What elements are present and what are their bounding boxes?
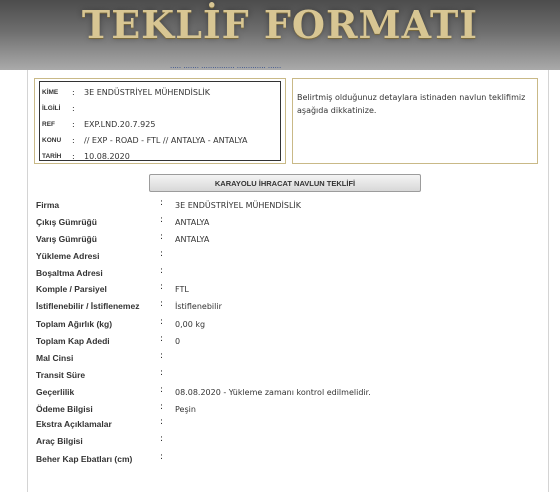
field-label: Çıkış Gümrüğü — [36, 217, 97, 227]
field-colon: : — [160, 266, 164, 276]
header-info-colon: : — [72, 119, 75, 129]
field-label: Varış Gümrüğü — [36, 234, 97, 244]
field-row — [36, 385, 536, 399]
header-info-value: 3E ENDÜSTRİYEL MÜHENDİSLİK — [84, 87, 211, 97]
field-label: Boşaltma Adresi — [36, 268, 103, 278]
header-info-label: KİME — [42, 88, 59, 96]
header-info-value: // EXP - ROAD - FTL // ANTALYA - ANTALYA — [84, 135, 248, 145]
header-info-row — [42, 148, 280, 164]
field-colon: : — [160, 417, 164, 427]
field-label: Beher Kap Ebatları (cm) — [36, 454, 133, 464]
header-info-colon: : — [72, 103, 75, 113]
header-info-row — [42, 116, 280, 132]
field-row — [36, 266, 536, 280]
header-info-table — [39, 81, 281, 161]
field-row — [36, 249, 536, 263]
field-row — [36, 232, 536, 246]
field-colon: : — [160, 452, 164, 462]
field-colon: : — [160, 282, 164, 292]
field-value: Peşin — [175, 405, 196, 414]
field-colon: : — [160, 317, 164, 327]
field-label: İstiflenebilir / İstiflenemez — [36, 301, 140, 311]
field-label: Yükleme Adresi — [36, 251, 100, 261]
field-colon: : — [160, 299, 164, 309]
field-colon: : — [160, 232, 164, 242]
field-row — [36, 368, 536, 382]
section-title: KARAYOLU İHRACAT NAVLUN TEKLİFİ — [149, 174, 421, 192]
header-info-row — [42, 132, 280, 148]
field-row — [36, 215, 536, 229]
field-row — [36, 452, 536, 466]
field-label: Ekstra Açıklamalar — [36, 419, 112, 429]
field-label: Mal Cinsi — [36, 353, 74, 363]
field-row — [36, 417, 536, 431]
field-row — [36, 282, 536, 296]
field-colon: : — [160, 334, 164, 344]
field-value: 08.08.2020 - Yükleme zamanı kontrol edilmelidir. — [175, 388, 371, 397]
field-label: Transit Süre — [36, 370, 86, 380]
field-value: FTL — [175, 285, 189, 294]
field-value: ANTALYA — [175, 235, 210, 244]
field-row — [36, 351, 536, 365]
header-info-value: 10.08.2020 — [84, 151, 130, 161]
header-info-colon: : — [72, 87, 75, 97]
banner-title: TEKLİF FORMATI — [81, 2, 479, 47]
header-info-label: KONU — [42, 136, 62, 144]
field-row — [36, 198, 536, 212]
header-info-row — [42, 100, 280, 116]
header-info-colon: : — [72, 135, 75, 145]
field-colon: : — [160, 198, 164, 208]
field-row — [36, 317, 536, 331]
header-info-label: TARİH — [42, 152, 62, 160]
field-row — [36, 434, 536, 448]
field-label: Komple / Parsiyel — [36, 284, 107, 294]
header-info-value: EXP.LND.20.7.925 — [84, 119, 156, 129]
field-row — [36, 334, 536, 348]
field-value: 0 — [175, 337, 181, 346]
field-value: 3E ENDÜSTRİYEL MÜHENDİSLİK — [175, 201, 302, 210]
field-row — [36, 299, 536, 313]
banner-link-strip: ..... ....... ............... ............. ...... — [170, 62, 282, 70]
field-colon: : — [160, 434, 164, 444]
header-info-box — [34, 78, 286, 164]
field-value: 0,00 kg — [175, 320, 206, 329]
field-colon: : — [160, 215, 164, 225]
field-label: Toplam Kap Adedi — [36, 336, 110, 346]
field-value: İstiflenebilir — [175, 302, 222, 311]
header-info-row — [42, 84, 280, 100]
field-colon: : — [160, 351, 164, 361]
field-colon: : — [160, 402, 164, 412]
field-colon: : — [160, 249, 164, 259]
header-info-label: İLGİLİ — [42, 104, 61, 112]
field-row — [36, 402, 536, 416]
field-label: Araç Bilgisi — [36, 436, 83, 446]
header-note: Belirtmiş olduğunuz detaylara istinaden navlun teklifimiz aşağıda dikkatinize. — [292, 78, 538, 164]
field-label: Toplam Ağırlık (kg) — [36, 319, 113, 329]
field-colon: : — [160, 385, 164, 395]
field-colon: : — [160, 368, 164, 378]
header-info-label: REF — [42, 120, 55, 128]
banner — [0, 0, 560, 70]
field-value: ANTALYA — [175, 218, 210, 227]
field-label: Firma — [36, 200, 60, 210]
field-label: Geçerlilik — [36, 387, 75, 397]
field-label: Ödeme Bilgisi — [36, 404, 93, 414]
header-info-colon: : — [72, 151, 75, 161]
